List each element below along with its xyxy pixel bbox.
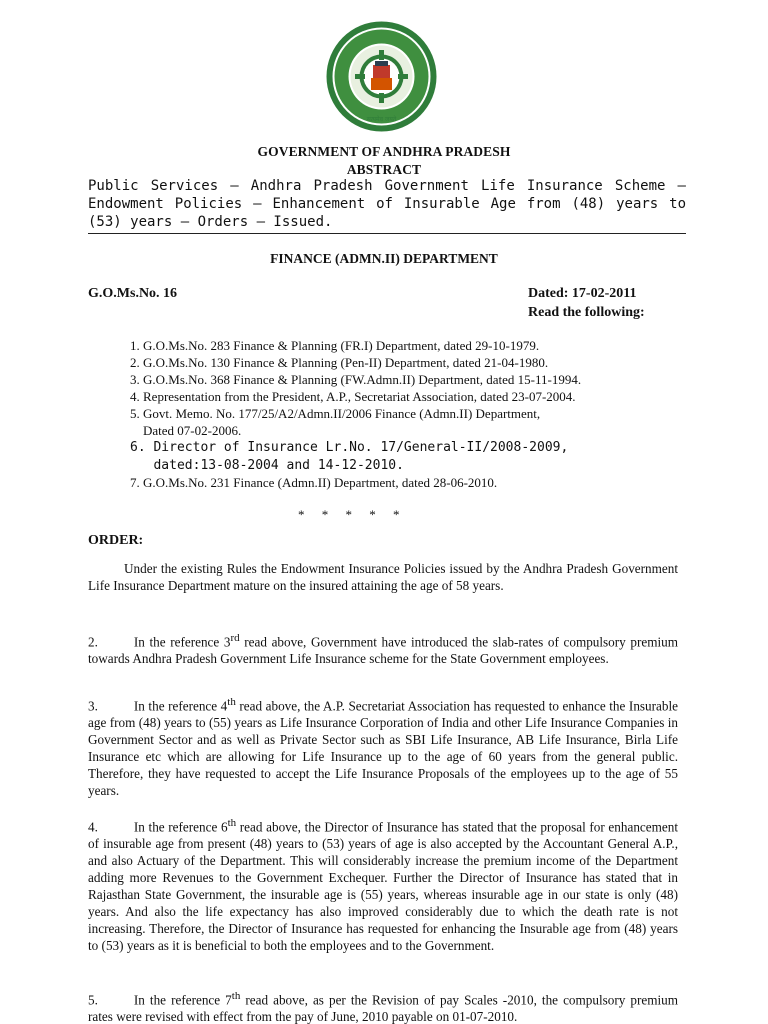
state-emblem-seal [325,20,438,133]
order-paragraph-3 [88,694,678,799]
reference-item: 5. Govt. Memo. No. 177/25/A2/Admn.II/2006 Finance (Admn.II) Department, [130,406,541,421]
go-number: G.O.Ms.No. 16 [88,286,178,301]
reference-item: 4. Representation from the President, A.P., Secretariat Association, dated 23-07-2004. [130,389,576,404]
ordinal-suffix: th [231,990,241,1002]
abstract-heading: ABSTRACT [346,162,422,177]
order-paragraph-1 [88,560,678,594]
header-divider [88,233,686,234]
order-paragraph-4 [88,815,678,954]
order-paragraph-2 [88,630,678,667]
government-title: GOVERNMENT OF ANDHRA PRADESH [257,144,511,159]
reference-item: 1. G.O.Ms.No. 283 Finance & Planning (FR.I) Department, dated 29-10-1979. [130,338,540,353]
ordinal-suffix: th [227,696,236,708]
paragraph-text: Under the existing Rules the Endowment Insurance Policies issued by the Andhra Pradesh Government Life Insurance Department mature on the insured attaining the age of 58 years. [88,561,678,593]
order-date: Dated: 17-02-2011 [528,286,637,301]
reference-item: 7. G.O.Ms.No. 231 Finance (Admn.II) Department, dated 28-06-2010. [130,475,498,490]
reference-list [130,337,690,491]
paragraph-text: read above, Government have introduced the slab-rates of compulsory premium towards Andhra Pradesh Government Life Insurance scheme for the State Government employees. [88,634,678,667]
read-following-label: Read the following: [528,305,645,320]
paragraph-text: In the reference 7 [133,992,232,1008]
order-heading: ORDER: [88,533,144,548]
subject-line: Public Services – Andhra Pradesh Government Life Insurance Scheme – Endowment Policies – Enhancement of Insurable Age from (48) years to (53) years – Orders – Issued. [88,178,686,230]
paragraph-text: In the reference 4 [133,698,228,714]
paragraph-text: In the reference 6 [133,819,228,835]
paragraph-text: In the reference 3 [133,634,231,650]
ordinal-suffix: rd [230,632,240,644]
reference-item: 2. G.O.Ms.No. 130 Finance & Planning (Pen-II) Department, dated 21-04-1980. [130,355,549,370]
reference-item: 6. Director of Insurance Lr.No. 17/General-II/2008-2009, [130,440,569,455]
paragraph-text: read above, the Director of Insurance has stated that the proposal for enhancement of insurable age from present (48) years to (53) years of age is also accepted by the Accountant General A.P., and also Actuary of the Department. This will considerably increase the premium income of the Department adding more Revenues to the Government Exchequer. Further the Director of Insurance has stated that in Rajasthan State Government, the insurable age is (55) years, whereas insurable age in our state is only (48) years. And also the life expectancy has also improved considerably due to which the death rate is not increasing. Therefore, the Director of Insurance has requested for enhancing the Insurable age from (48) years to (53) years as it is beneficial to both the employees and to the Government. [88,819,678,954]
svg-text:सत्यमेव जयते: सत्यमेव जयते [366,116,397,123]
separator-stars: * * * * * [298,507,400,522]
order-paragraph-5 [88,988,678,1024]
paragraph-number: 5. [88,992,98,1008]
department-title: FINANCE (ADMN.II) DEPARTMENT [270,251,498,266]
paragraph-number: 3. [88,698,98,714]
reference-item: Dated 07-02-2006. [130,423,242,438]
paragraph-number: 2. [88,634,98,650]
ordinal-suffix: th [227,817,237,829]
paragraph-text: read above, as per the Revision of pay Scales -2010, the compulsory premium rates were revised with effect from the pay of June, 2010 payable on 01-07-2010. [88,992,678,1024]
paragraph-text: read above, the A.P. Secretariat Association has requested to enhance the Insurable age from (48) years to (55) years as Life Insurance Corporation of India and other Life Insurance Companies in Government Sector and as well as Private Sector such as SBI Life Insurance, AB Life Insurance, Birla Life Insurance etc which are allowing for Life Insurance up to the age of 60 years from the general public. Therefore, they have requested to accept the Life Insurance Proposals of the employees up to the age of 55 years. [88,698,678,799]
reference-item: dated:13-08-2004 and 14-12-2010. [130,457,404,473]
paragraph-number: 4. [88,819,98,835]
reference-item: 3. G.O.Ms.No. 368 Finance & Planning (FW.Admn.II) Department, dated 15-11-1994. [130,372,582,387]
